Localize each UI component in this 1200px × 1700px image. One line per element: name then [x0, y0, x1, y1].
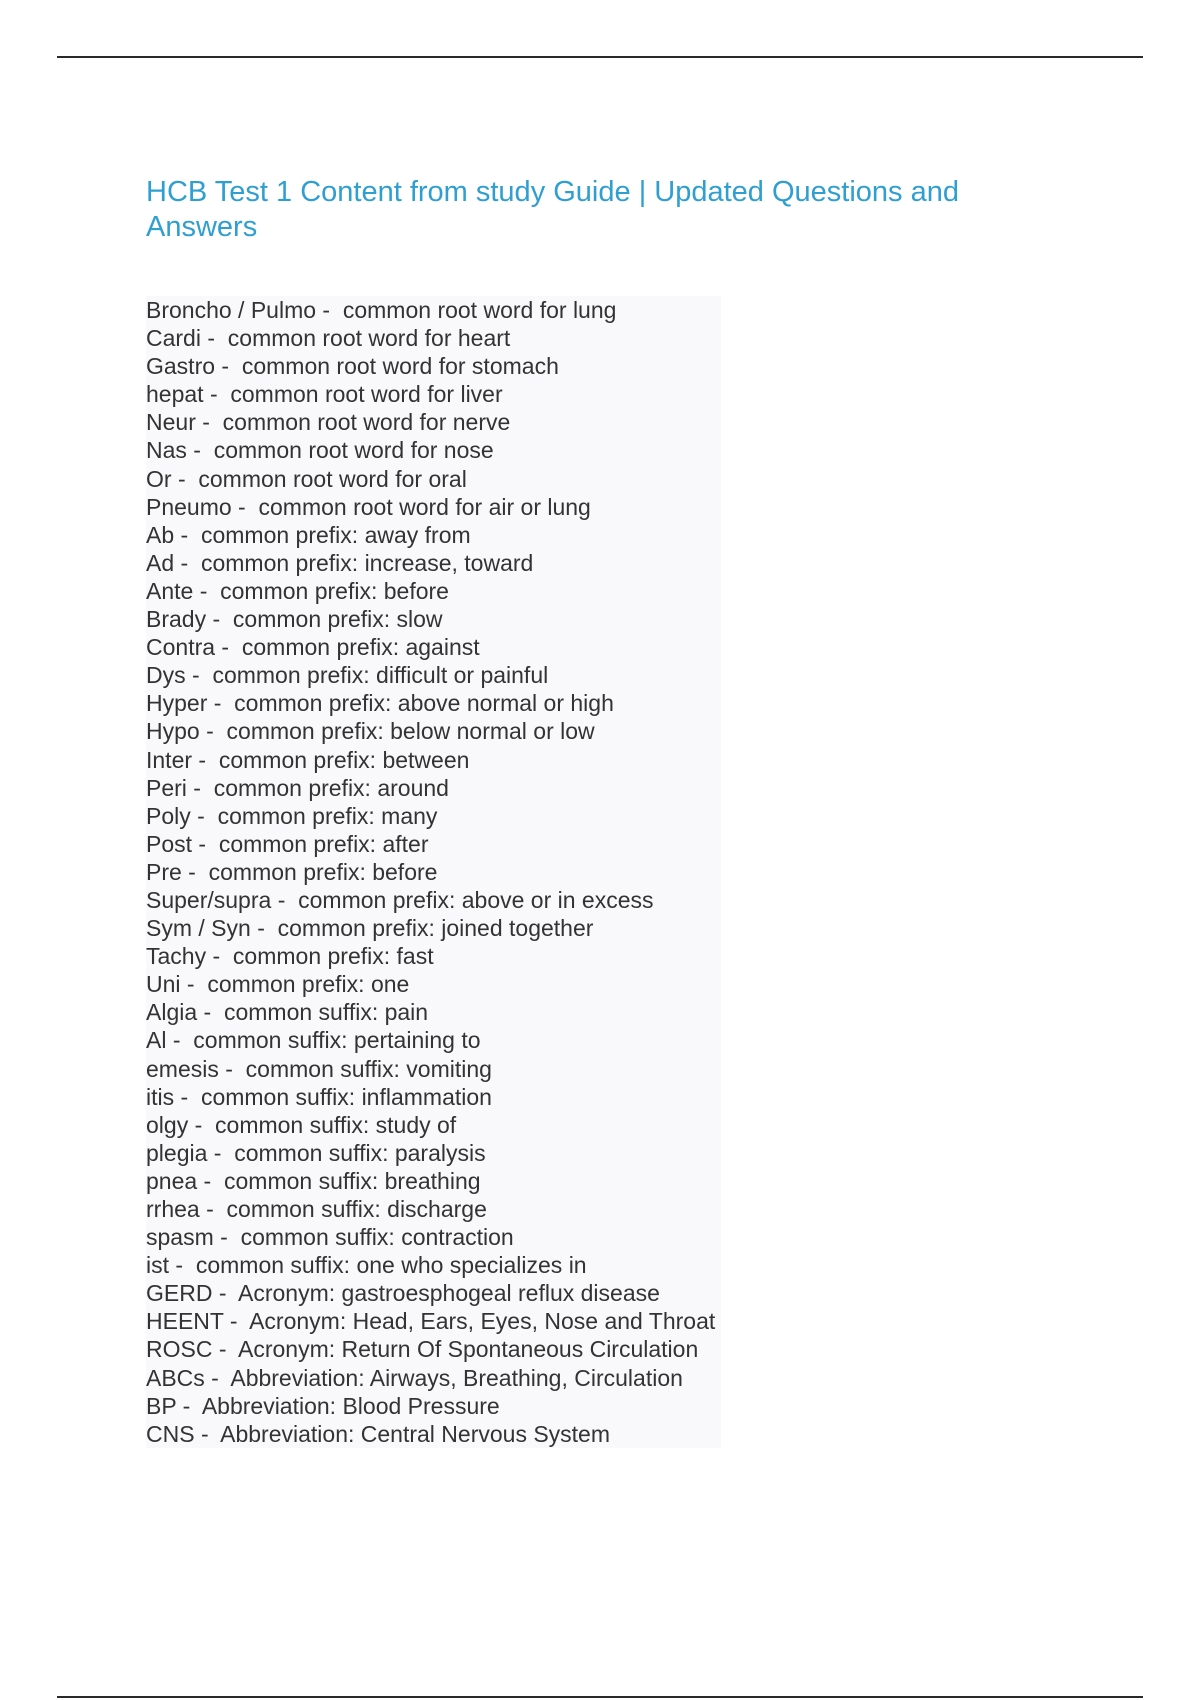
list-item: Sym / Syn - common prefix: joined together — [146, 915, 594, 942]
list-item: Nas - common root word for nose — [146, 437, 494, 464]
header-rule — [57, 56, 1143, 58]
list-item: Contra - common prefix: against — [146, 634, 480, 661]
list-item: BP - Abbreviation: Blood Pressure — [146, 1392, 500, 1419]
list-item: emesis - common suffix: vomiting — [146, 1055, 492, 1082]
list-item: Dys - common prefix: difficult or painful — [146, 662, 549, 689]
list-item: Hyper - common prefix: above normal or high — [146, 690, 614, 717]
list-item: Neur - common root word for nerve — [146, 409, 511, 436]
list-item: Tachy - common prefix: fast — [146, 943, 434, 970]
list-item: Uni - common prefix: one — [146, 971, 410, 998]
list-item: pnea - common suffix: breathing — [146, 1167, 481, 1194]
list-item: Gastro - common root word for stomach — [146, 353, 559, 380]
list-item: Algia - common suffix: pain — [146, 999, 429, 1026]
list-item: ABCs - Abbreviation: Airways, Breathing, Circulation — [146, 1364, 683, 1391]
footer-rule — [57, 1696, 1143, 1698]
list-item: Hypo - common prefix: below normal or low — [146, 718, 595, 745]
term-list — [146, 296, 721, 1448]
list-item: itis - common suffix: inflammation — [146, 1083, 492, 1110]
list-item: Inter - common prefix: between — [146, 746, 470, 773]
document-title: HCB Test 1 Content from study Guide | Updated Questions and Answers — [146, 176, 959, 243]
list-item: spasm - common suffix: contraction — [146, 1224, 514, 1251]
list-item: Pneumo - common root word for air or lung — [146, 493, 591, 520]
list-item: Super/supra - common prefix: above or in excess — [146, 886, 654, 913]
list-item: Cardi - common root word for heart — [146, 325, 511, 352]
list-item: Ab - common prefix: away from — [146, 521, 471, 548]
list-item: Brady - common prefix: slow — [146, 606, 443, 633]
list-item: Broncho / Pulmo - common root word for lung — [146, 297, 617, 323]
list-item: Peri - common prefix: around — [146, 774, 449, 801]
list-item: Post - common prefix: after — [146, 830, 429, 857]
list-item: Ad - common prefix: increase, toward — [146, 549, 534, 576]
list-item: Poly - common prefix: many — [146, 802, 438, 829]
list-item: ist - common suffix: one who specializes in — [146, 1252, 587, 1279]
list-item: ROSC - Acronym: Return Of Spontaneous Circulation — [146, 1336, 699, 1363]
list-item: rrhea - common suffix: discharge — [146, 1196, 487, 1222]
list-item: Or - common root word for oral — [146, 465, 467, 492]
list-item: hepat - common root word for liver — [146, 381, 503, 408]
list-item: plegia - common suffix: paralysis — [146, 1139, 486, 1166]
list-item: Pre - common prefix: before — [146, 858, 438, 885]
list-item: CNS - Abbreviation: Central Nervous System — [146, 1420, 611, 1447]
list-item: Ante - common prefix: before — [146, 577, 449, 604]
list-item: olgy - common suffix: study of — [146, 1111, 457, 1138]
list-item: Al - common suffix: pertaining to — [146, 1027, 481, 1054]
list-item: HEENT - Acronym: Head, Ears, Eyes, Nose and Throat — [146, 1308, 716, 1335]
list-item: GERD - Acronym: gastroesphogeal reflux disease — [146, 1280, 660, 1307]
